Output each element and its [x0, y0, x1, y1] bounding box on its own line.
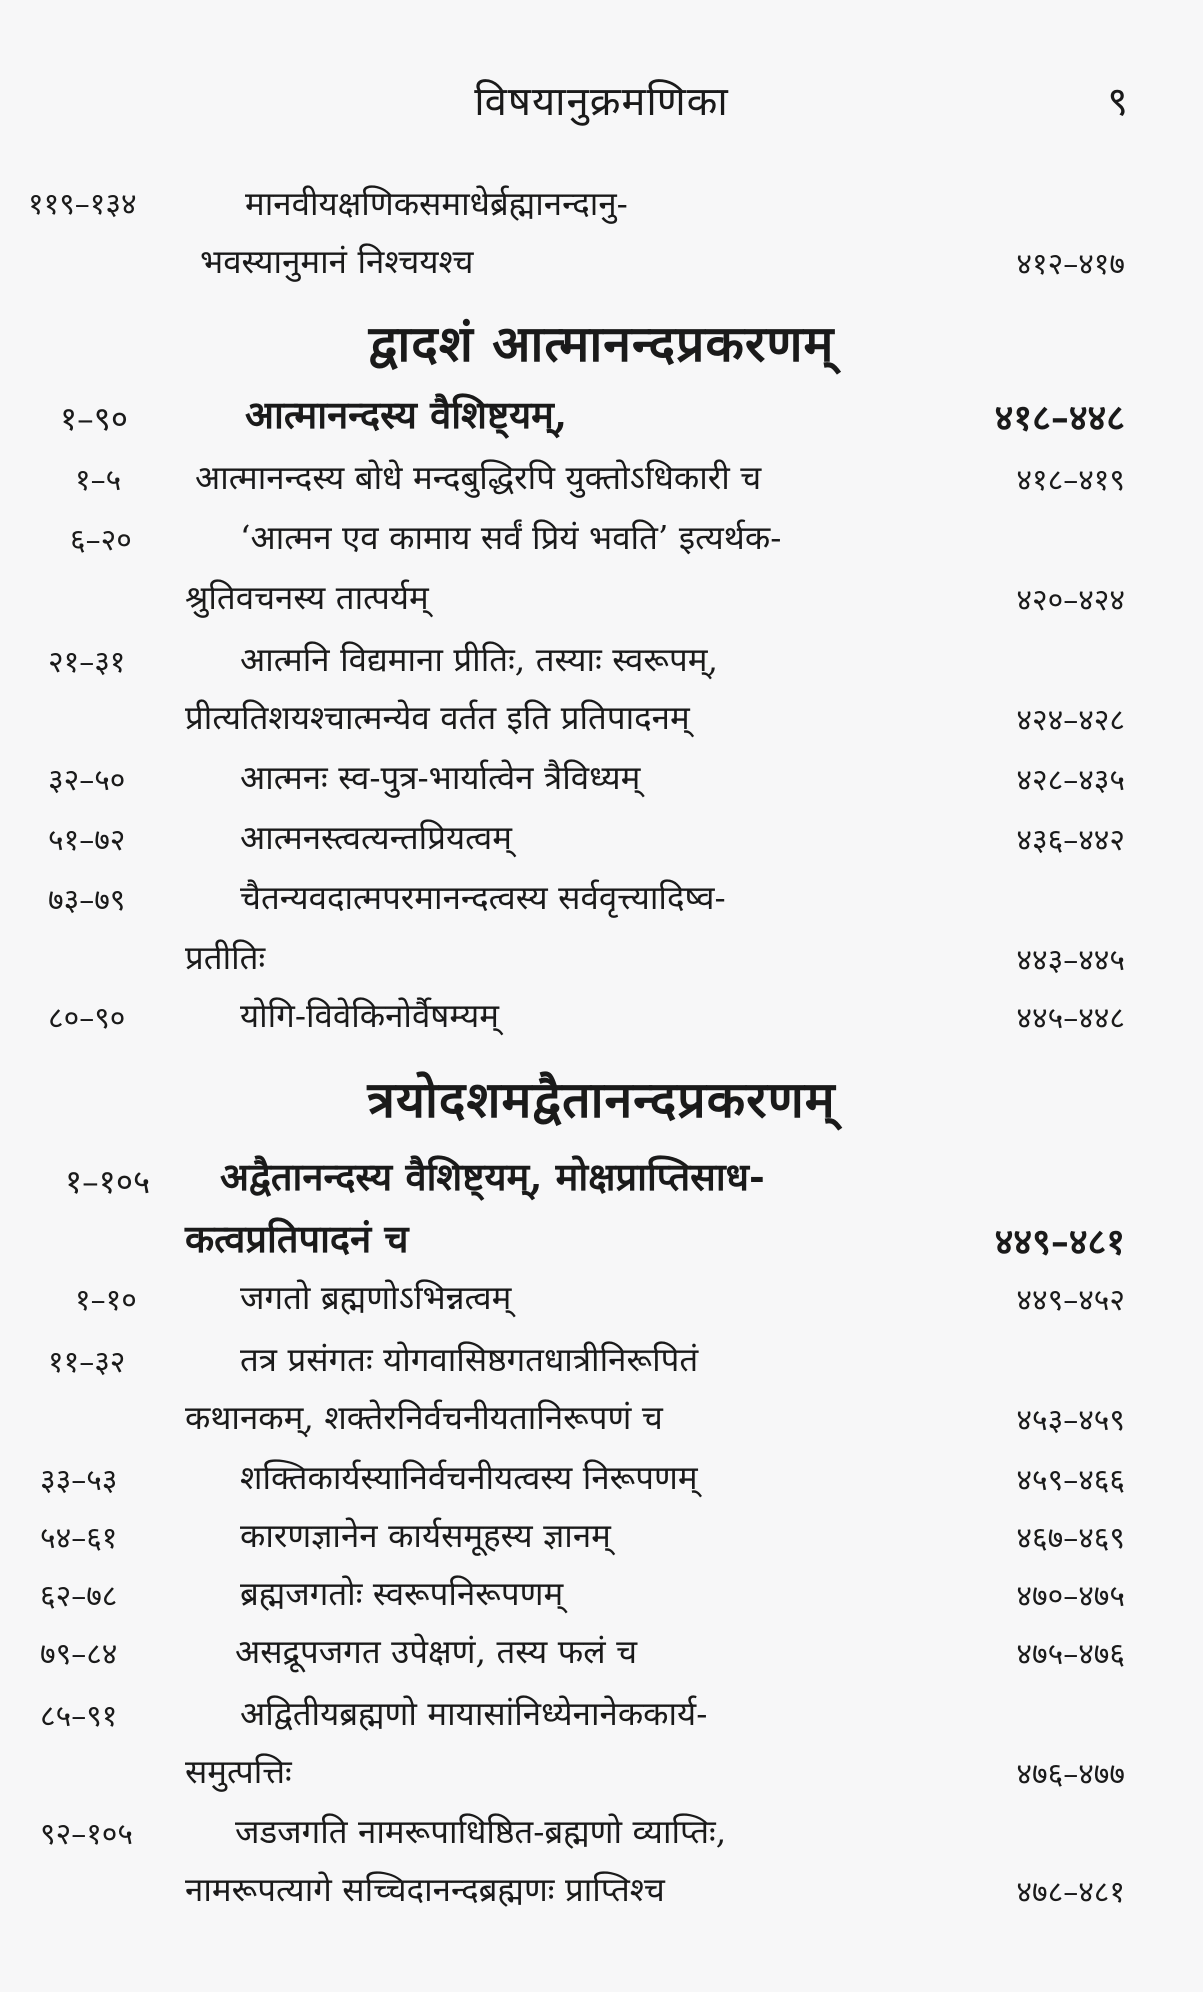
entry-text-continued: कथानकम्, शक्तेरनिर्वचनीयतानिरूपणं च [185, 1398, 663, 1437]
entry-text: अद्वैतानन्दस्य वैशिष्ट्यम्, मोक्षप्राप्तिसाध- [220, 1154, 765, 1199]
page-range: ४७०–४७५ [1016, 1579, 1125, 1614]
entry-text: आत्मनः स्व-पुत्र-भार्यात्वेन त्रैविध्यम् [240, 758, 641, 797]
entry-text-continued: प्रीत्यतिशयश्चात्मन्येव वर्तत इति प्रतिपादनम् [185, 698, 690, 737]
entry-text-continued: नामरूपत्यागे सच्चिदानन्दब्रह्मणः प्राप्तिश्च [185, 1870, 665, 1909]
entry-text: योगि-विवेकिनोर्वैषम्यम् [240, 996, 499, 1035]
page-range: ४२०–४२४ [1016, 583, 1125, 618]
entry-text: आत्मानन्दस्य वैशिष्ट्यम्, [245, 392, 568, 437]
page-range: ४५९–४६६ [1016, 1463, 1125, 1498]
page-range: ४१२–४१७ [1016, 247, 1125, 282]
page-range: ४७६–४७७ [1016, 1757, 1125, 1792]
verse-range: ७९–८४ [40, 1637, 118, 1672]
page-number: ९ [1107, 79, 1128, 125]
entry-text: जडजगति नामरूपाधिष्ठित-ब्रह्मणो व्याप्तिः, [235, 1812, 727, 1851]
page-range: ४१८–४४८ [994, 397, 1125, 439]
verse-range: ५४–६१ [40, 1521, 118, 1556]
verse-range: ६२–७८ [40, 1579, 118, 1614]
entry-text: चैतन्यवदात्मपरमानन्दत्वस्य सर्ववृत्त्यादिष्व- [240, 878, 726, 917]
verse-range: १–५ [75, 463, 122, 498]
page-range: ४७८–४८१ [1016, 1875, 1125, 1910]
entry-text: ‘आत्मन एव कामाय सर्वं प्रियं भवति’ इत्यर्थक- [240, 518, 782, 557]
entry-text: शक्तिकार्यस्यानिर्वचनीयत्वस्य निरूपणम् [240, 1458, 698, 1497]
verse-range: ५१–७२ [48, 823, 126, 858]
verse-range: १–१०५ [65, 1162, 151, 1201]
entry-text-continued: श्रुतिवचनस्य तात्पर्यम् [185, 578, 429, 617]
entry-text: ब्रह्मजगतोः स्वरूपनिरूपणम् [240, 1574, 564, 1613]
entry-text: मानवीयक्षणिकसमाधेर्ब्रह्मानन्दानु- [245, 184, 628, 223]
page-title: विषयानुक्रमणिका [474, 79, 729, 125]
page-range: ४५३–४५९ [1016, 1403, 1125, 1438]
verse-range: ३२–५० [48, 763, 126, 798]
verse-range: १–१० [75, 1283, 137, 1318]
entry-text: असद्रूपजगत उपेक्षणं, तस्य फलं च [235, 1632, 638, 1671]
page-range: ४७५–४७६ [1016, 1637, 1125, 1672]
page-range: ४२८–४३५ [1016, 763, 1125, 798]
entry-text-continued: भवस्यानुमानं निश्चयश्च [200, 242, 474, 281]
verse-range: ११९–१३४ [28, 187, 137, 222]
entry-text: तत्र प्रसंगतः योगवासिष्ठगतधात्रीनिरूपितं [240, 1340, 699, 1379]
verse-range: ८०–९० [48, 1001, 126, 1036]
page-range: ४४३–४४५ [1016, 943, 1125, 978]
entry-text: आत्मनि विद्यमाना प्रीतिः, तस्याः स्वरूपम्, [240, 640, 719, 679]
page-range: ४२४–४२८ [1016, 703, 1125, 738]
entry-text: आत्मनस्त्वत्यन्तप्रियत्वम् [240, 818, 512, 857]
page-range: ४६७–४६९ [1016, 1521, 1125, 1556]
verse-range: ९२–१०५ [40, 1817, 133, 1852]
page-range: ४४९–४८१ [994, 1221, 1125, 1263]
entry-text: कारणज्ञानेन कार्यसमूहस्य ज्ञानम् [240, 1516, 611, 1555]
verse-range: २१–३१ [48, 645, 126, 680]
entry-text-continued: कत्वप्रतिपादनं च [185, 1216, 409, 1261]
entry-text-continued: समुत्पत्तिः [185, 1752, 292, 1791]
section-heading: द्वादशं आत्मानन्दप्रकरणम् [368, 314, 835, 373]
verse-range: ११–३२ [48, 1345, 126, 1380]
verse-range: ३३–५३ [40, 1463, 118, 1498]
verse-range: ६–२० [70, 523, 132, 558]
verse-range: ७३–७९ [48, 883, 126, 918]
page-range: ४४९–४५२ [1016, 1283, 1125, 1318]
verse-range: ८५–९१ [40, 1699, 118, 1734]
entry-text-continued: प्रतीतिः [185, 938, 266, 977]
page-range: ४१८–४१९ [1016, 463, 1125, 498]
entry-text: आत्मानन्दस्य बोधे मन्दबुद्धिरपि युक्तोऽधिकारी च [195, 458, 762, 497]
entry-text: जगतो ब्रह्मणोऽभिन्नत्वम् [240, 1278, 512, 1317]
page-range: ४३६–४४२ [1016, 823, 1125, 858]
verse-range: १–९० [60, 399, 128, 438]
section-heading: त्रयोदशमद्वैतानन्दप्रकरणम् [367, 1070, 836, 1129]
page-range: ४४५–४४८ [1016, 1001, 1125, 1036]
entry-text: अद्वितीयब्रह्मणो मायासांनिध्येनानेककार्य- [240, 1694, 708, 1733]
